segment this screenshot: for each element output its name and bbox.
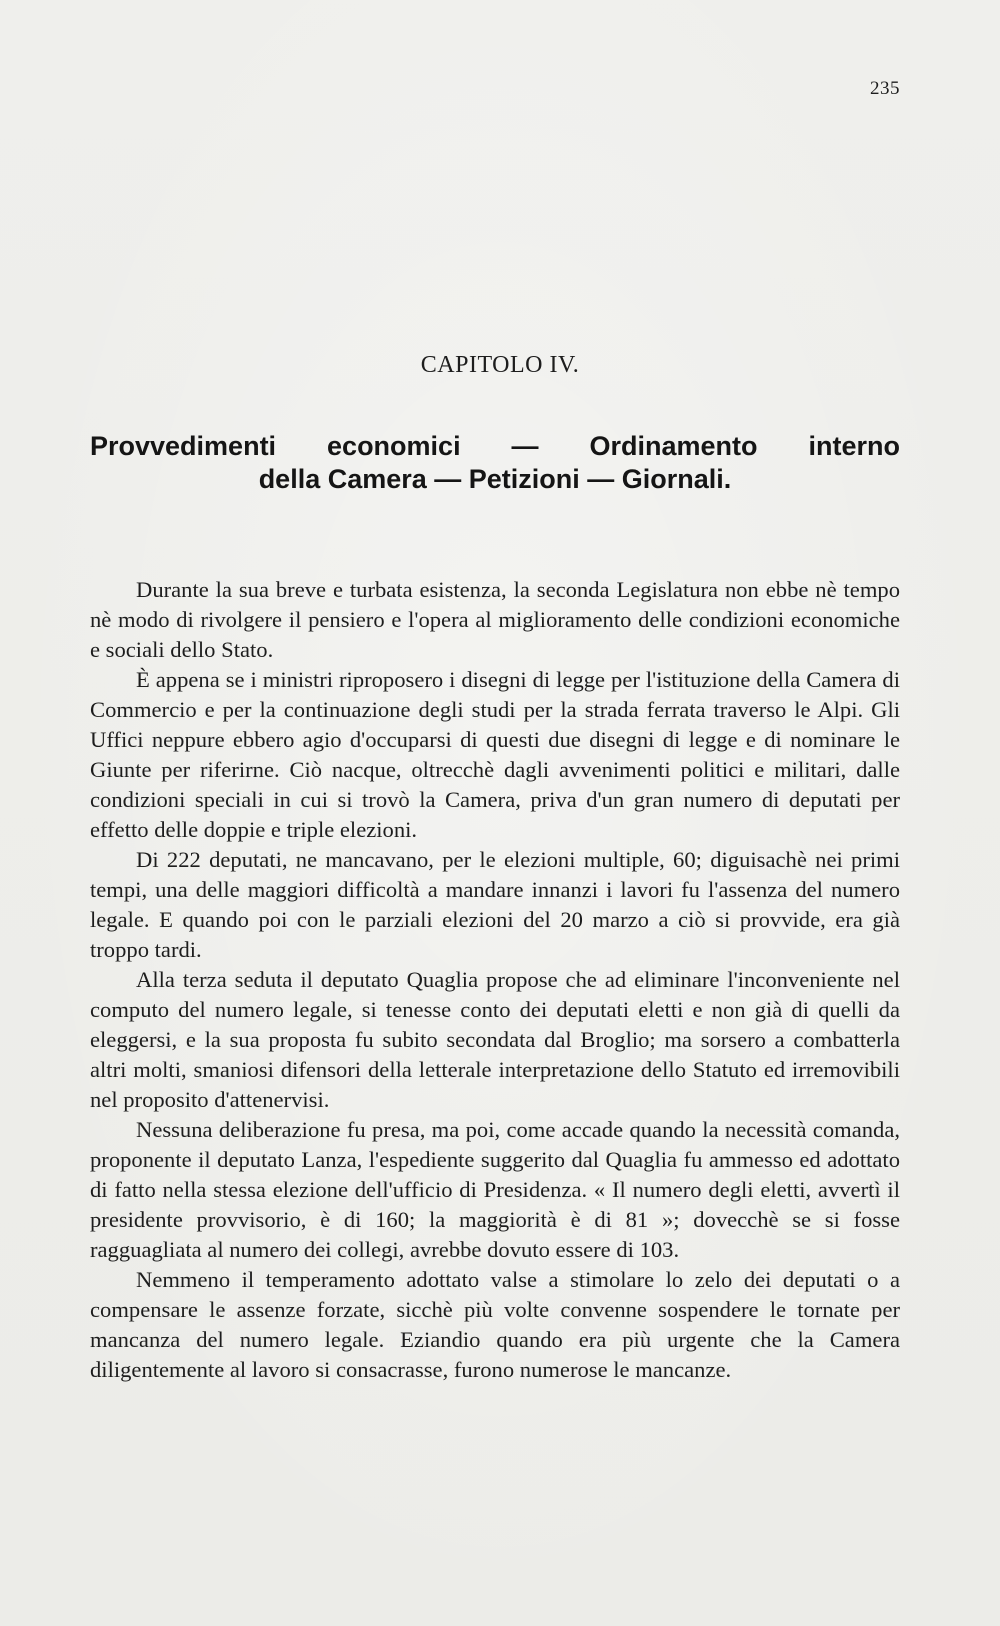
page-number: 235 [870,78,900,99]
paragraph-3: Di 222 deputati, ne mancavano, per le elezioni multiple, 60; diguisachè nei primi tempi, una delle maggiori difficoltà a mandare innanzi i lavori fu l'assenza del numero legale. E quando poi con le parziali elezioni del 20 marzo a ciò si provvide, era già troppo tardi. [90,847,900,962]
chapter-label: CAPITOLO IV. [420,352,580,378]
body-text [90,575,900,1385]
paragraph-4: Alla terza seduta il deputato Quaglia propose che ad eliminare l'inconveniente nel computo del numero legale, si tenesse conto dei deputati eletti e non già di quelli da eleggersi, e la sua proposta fu subito secondata dal Broglio; ma sorsero a combatterla altri molti, smaniosi difensori della letterale interpretazione dello Statuto ed irremovibili nel proposito d'attenervisi. [90,967,900,1112]
paragraph-6: Nemmeno il temperamento adottato valse a stimolare lo zelo dei deputati o a compensare le assenze forzate, sicchè più volte convenne sospendere le tornate per mancanza del numero legale. Eziandio quando era più urgente che la Camera diligentemente al lavoro si consacrasse, furono numerose le mancanze. [90,1267,900,1382]
paragraph-1: Durante la sua breve e turbata esistenza, la seconda Legislatura non ebbe nè tempo nè modo di rivolgere il pensiero e l'opera al miglioramento delle condizioni economiche e sociali dello Stato. [90,577,900,662]
paragraph-5: Nessuna deliberazione fu presa, ma poi, come accade quando la necessità comanda, proponente il deputato Lanza, l'espediente suggerito dal Quaglia fu ammesso ed adottato di fatto nella stessa elezione dell'ufficio di Presidenza. « Il numero degli eletti, avvertì il presidente provvisorio, è di 160; la maggiorità è di 81 »; dovecchè se si fosse ragguagliata al numero dei collegi, avrebbe dovuto essere di 103. [90,1117,900,1262]
chapter-title-line-1: Provvedimenti economici — Ordinamento interno [90,431,900,461]
chapter-title [90,430,900,496]
chapter-title-line-2: della Camera — Petizioni — Giornali. [258,464,732,494]
paragraph-2: È appena se i ministri riproposero i disegni di legge per l'istituzione della Camera di Commercio e per la continuazione degli studi per la strada ferrata traverso le Alpi. Gli Uffici neppure ebbero agio d'occuparsi di questi due disegni di legge e di nominare le Giunte per riferirne. Ciò nacque, oltrecchè dagli avvenimenti politici e militari, dalle condizioni speciali in cui si trovò la Camera, priva d'un gran numero di deputati per effetto delle doppie e triple elezioni. [90,667,900,842]
